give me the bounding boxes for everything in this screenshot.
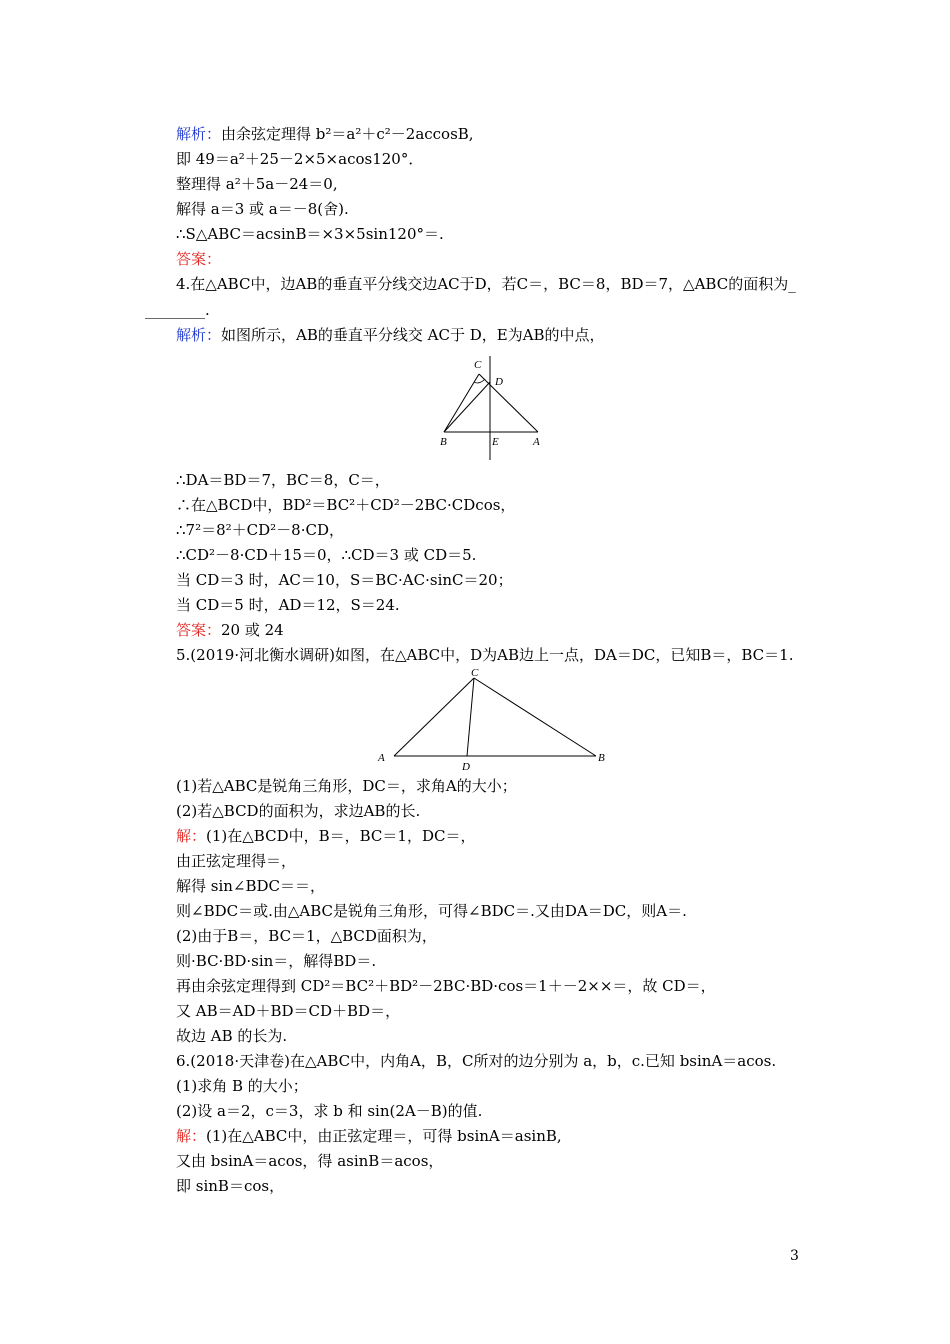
- l24: 则·BC·BD·sin＝，解得BD＝.: [176, 952, 377, 970]
- l31: [176, 1126, 562, 1146]
- label-C: C: [474, 359, 482, 371]
- label-C: C: [471, 667, 479, 679]
- line-text: 20 或 24: [221, 621, 284, 639]
- l0: [176, 124, 474, 144]
- line-AC: [394, 678, 474, 756]
- l27: 故边 AB 的长为.: [176, 1027, 288, 1045]
- line-text: (1)在△BCD中，B＝，BC＝1，DC＝，: [206, 827, 476, 845]
- q6: 6.(2018·天津卷)在△ABC中，内角A，B，C所对的边分别为 a，b，c.已知 bsinA＝acos.: [176, 1052, 777, 1070]
- analysis-label: 解析：: [176, 326, 222, 344]
- l32: 又由 bsinA＝acos，得 asinB＝acos，: [176, 1152, 444, 1170]
- l25: 再由余弦定理得到 CD²＝BC²＋BD²－2BC·BD·cos＝1＋－2××＝，故 CD＝，: [176, 977, 716, 995]
- q5: 5.(2019·河北衡水调研)如图，在△ABC中，D为AB边上一点，DA＝DC，已知B＝，BC＝1.: [176, 646, 794, 664]
- l3: 解得 a＝3 或 a＝－8(舍).: [176, 200, 349, 218]
- label-B: B: [598, 752, 605, 764]
- figure-2-diagram: [370, 664, 615, 774]
- line-CA: [479, 374, 538, 432]
- l11: ∴7²＝8²＋CD²－8·CD，: [176, 521, 344, 539]
- line-text: 由余弦定理得 b²＝a²＋c²－2accosB,: [221, 125, 474, 143]
- l17: (1)若△ABC是锐角三角形，DC＝，求角A的大小；: [176, 777, 517, 795]
- line-text: (1)在△ABC中，由正弦定理＝，可得 bsinA＝asinB,: [206, 1127, 562, 1145]
- l22: 则∠BDC＝或.由△ABC是锐角三角形，可得∠BDC＝.又由DA＝DC，则A＝.: [176, 902, 687, 920]
- l26: 又 AB＝AD＋BD＝CD＋BD＝，: [176, 1002, 401, 1020]
- label-B: B: [440, 436, 447, 448]
- l15: [176, 620, 284, 640]
- label-A: A: [378, 752, 385, 764]
- answer-label: 答案：: [176, 250, 222, 268]
- l4: ∴S△ABC＝acsinB＝×3×5sin120°＝.: [176, 225, 444, 243]
- l30: (2)设 a＝2，c＝3，求 b 和 sin(2A－B)的值.: [176, 1102, 483, 1120]
- l14: 当 CD＝5 时，AD＝12，S＝24.: [176, 596, 400, 614]
- line-CD: [467, 678, 474, 756]
- l19: [176, 826, 475, 846]
- line-BD: [444, 382, 490, 432]
- solution-label: 解：: [176, 827, 207, 845]
- q4-line1: 4.在△ABC中，边AB的垂直平分线交边AC于D，若C＝，BC＝8，BD＝7，△ABC的面积为_: [176, 275, 796, 293]
- q4-line2: ________.: [145, 301, 210, 319]
- l5: [176, 249, 221, 269]
- page-number: 3: [790, 1248, 799, 1264]
- l8: [176, 325, 605, 345]
- analysis-label: 解析：: [176, 125, 222, 143]
- label-A: A: [533, 436, 540, 448]
- answer-label: 答案：: [176, 621, 222, 639]
- line-text: 如图所示，AB的垂直平分线交 AC于 D，E为AB的中点，: [221, 326, 605, 344]
- figure-1-diagram: [430, 352, 550, 464]
- label-D: D: [495, 376, 503, 388]
- l12: ∴CD²－8·CD＋15＝0，∴CD＝3 或 CD＝5.: [176, 546, 477, 564]
- l33: 即 sinB＝cos，: [176, 1177, 285, 1195]
- l13: 当 CD＝3 时，AC＝10，S＝BC·AC·sinC＝20；: [176, 571, 513, 589]
- l29: (1)求角 B 的大小；: [176, 1077, 308, 1095]
- l2: 整理得 a²＋5a－24＝0,: [176, 175, 338, 193]
- l1: 即 49＝a²＋25－2×5×acos120°．: [176, 150, 424, 168]
- l10: ∴在△BCD中，BD²＝BC²＋CD²－2BC·CDcos，: [176, 496, 516, 514]
- l18: (2)若△BCD的面积为，求边AB的长.: [176, 802, 421, 820]
- solution-label: 解：: [176, 1127, 207, 1145]
- l20: 由正弦定理得＝，: [176, 852, 297, 870]
- l9: ∴DA＝BD＝7，BC＝8，C＝，: [176, 471, 390, 489]
- l21: 解得 sin∠BDC＝＝，: [176, 877, 326, 895]
- l23: (2)由于B＝，BC＝1，△BCD面积为，: [176, 927, 437, 945]
- line-BC: [444, 374, 479, 432]
- label-E: E: [492, 436, 499, 448]
- label-D: D: [462, 761, 470, 773]
- line-CB: [474, 678, 596, 756]
